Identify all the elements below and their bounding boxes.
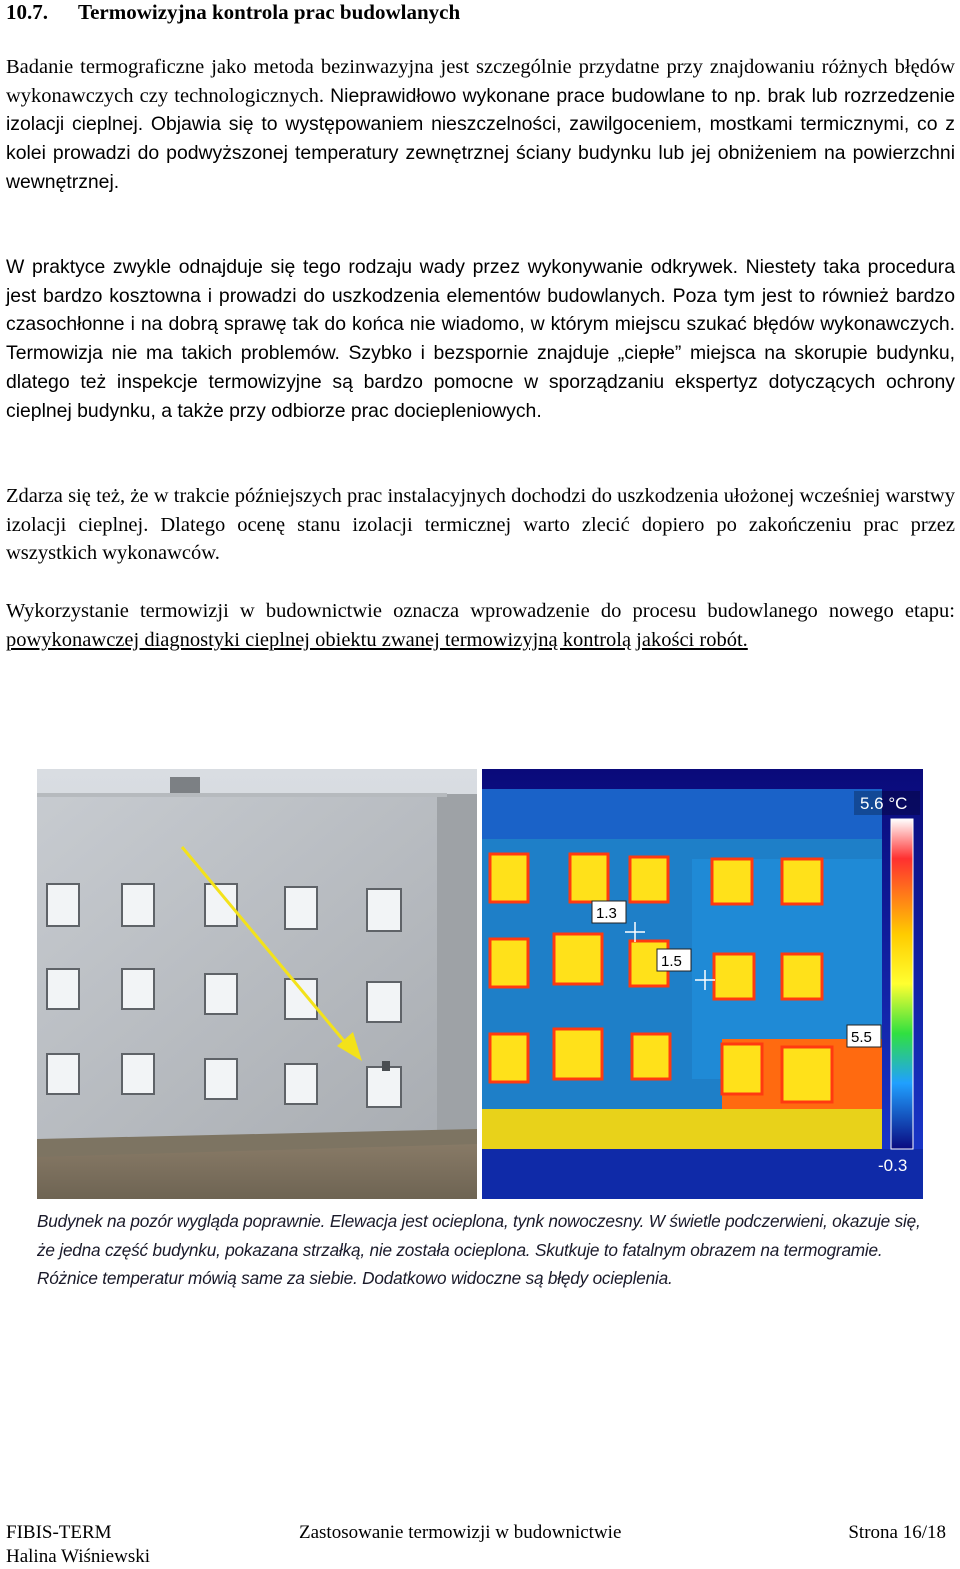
paragraph-4 <box>6 597 955 654</box>
paragraph-1-part-b: Nieprawidłowo wykonane prace budowlane to np. brak lub rozrzedzenie izolacji cieplnej. Objawia się to występowaniem nieszczelności, zawilgoceniem, mostkami termicznymi, co z kolei prowadzi do podwyższonej temperatury zewnętrznej ściany budynku lub jej obniżeniem na powierzchni wewnętrznej. <box>6 84 955 193</box>
marker-2: 1.5 <box>661 953 682 970</box>
building-figure <box>37 769 923 1199</box>
scale-min-label: -0.3 <box>878 1156 908 1175</box>
paragraph-4-part-a: Wykorzystanie termowizji w budownictwie oznacza wprowadzenie do procesu budowlanego nowego etapu: <box>6 600 955 622</box>
caption-line-1: Budynek na pozór wygląda poprawnie. Elewacja jest ocieplona, tynk nowoczesny. W świetle podczerwieni, okazuje się, <box>37 1211 921 1231</box>
paragraph-1 <box>6 53 955 197</box>
caption-line-2: że jedna część budynku, pokazana strzałką, nie została ocieplona. Skutkuje to fatalnym obrazem na termogramie. <box>37 1239 883 1260</box>
footer-left: FIBIS-TERM <box>6 1522 112 1543</box>
paragraph-2: W praktyce zwykle odnajduje się tego rodzaju wady przez wykonywanie odkrywek. Niestety taka procedura jest bardzo kosztowna i prowadzi do uszkodzenia elementów budowlanych. Poza tym jest to również bardzo czasochłonne i na dobrą sprawę tak do końca nie wiadomo, w którym miejscu szukać błędów wykonawczych. Termowizja nie ma takich problemów. Szybko i bezspornie znajduje „ciepłe” miejsca na skorupie budynku, dlatego też inspekcje termowizyjne są bardzo pomocne w sporządzaniu ekspertyz dotyczących ochrony cieplnej budynku, a także przy odbiorze prac dociepleniowych. <box>6 256 955 422</box>
marker-1: 1.3 <box>596 905 617 922</box>
paragraph-1-part-a: Badanie termograficzne jako metoda bezinwazyjna jest szczególnie przydatne przy znajdowaniu różnych błędów wykonawczych czy technologicznych. <box>6 56 955 107</box>
caption-line-3: Różnice temperatur mówią same za siebie. Dodatkowo widoczne są błędy ocieplenia. <box>37 1268 673 1288</box>
section-number: 10.7. <box>6 0 48 24</box>
figure-caption <box>37 1207 927 1293</box>
building-photo <box>37 769 477 1199</box>
paragraph-3: Zdarza się też, że w trakcie późniejszych prac instalacyjnych dochodzi do uszkodzenia ułożonej wcześniej warstwy izolacji cieplnej. Dlatego ocenę stanu izolacji termicznej warto zlecić dopiero po zakończeniu prac przez wszystkich wykonawców. <box>6 485 955 565</box>
scale-max-label: 5.6 °C <box>860 794 908 813</box>
paragraph-4-underlined: powykonawczej diagnostyki cieplnej obiektu zwanej termowizyjną kontrolą jakości robót. <box>6 628 748 651</box>
section-title: Termowizyjna kontrola prac budowlanych <box>78 0 461 24</box>
thermogram-image <box>482 769 923 1199</box>
footer-author: Halina Wiśniewski <box>6 1546 151 1567</box>
section-heading <box>6 0 460 24</box>
footer-page-number: Strona 16/18 <box>848 1522 946 1543</box>
marker-3: 5.5 <box>851 1029 872 1046</box>
footer-center: Zastosowanie termowizji w budownictwie <box>299 1522 622 1543</box>
